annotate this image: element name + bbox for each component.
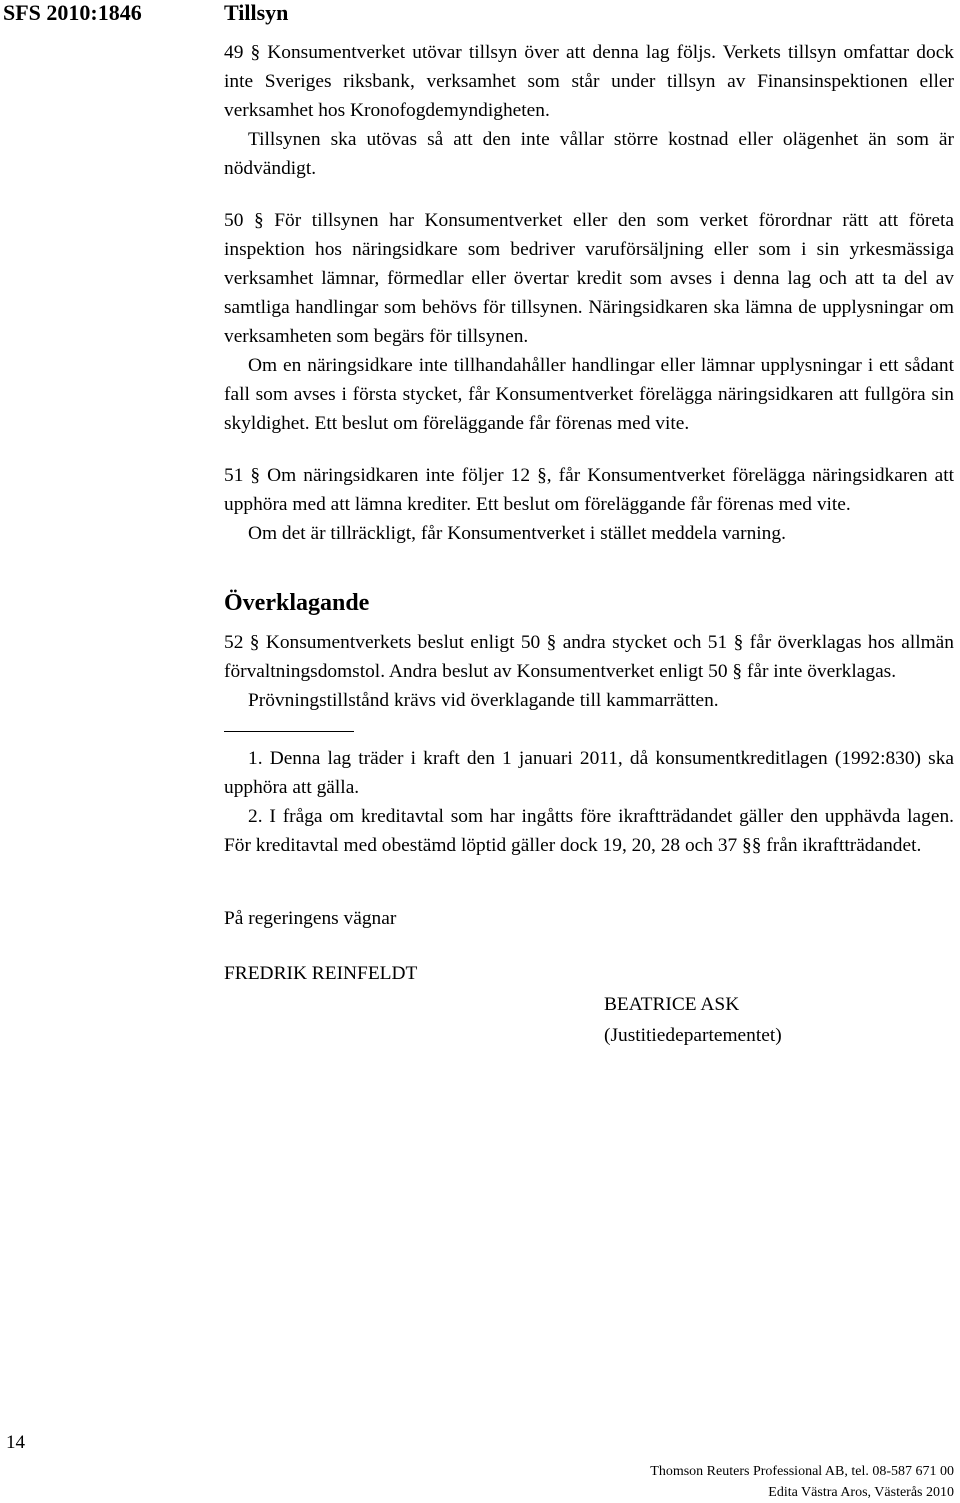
printer-line-2: Edita Västra Aros, Västerås 2010 — [768, 1485, 954, 1500]
page-number: 14 — [6, 1432, 25, 1453]
section-heading-tillsyn: Tillsyn — [224, 0, 289, 25]
paragraph-50: 50 § För tillsynen har Konsumentverket eller den som verket förordnar rätt att företa inspektion hos näringsidkare som bedriver varuförsäljning eller som i sin yrkesmässiga verksamhet lämnar, förmedlar eller övertar kredit som avses i denna lag och att ta del av samtliga handlingar som behövs för tillsynen. Näringsidkaren ska lämna de upplysningar om verksamheten som begärs för tillsynen. — [224, 210, 954, 347]
printer-line-1: Thomson Reuters Professional AB, tel. 08-587 671 00 — [650, 1464, 954, 1479]
document-body — [224, 38, 954, 1050]
paragraph-52-second: Prövningstillstånd krävs vid överklagande till kammarrätten. — [248, 690, 719, 711]
transitional-provision-2: 2. I fråga om kreditavtal som har ingåtts före ikraftträdandet gäller den upphävda lagen. För kreditavtal med obestämd löptid gäller dock 19, 20, 28 och 37 §§ från ikraftträdandet. — [224, 806, 954, 856]
sfs-number: SFS 2010:1846 — [3, 0, 142, 25]
paragraph-52: 52 § Konsumentverkets beslut enligt 50 § andra stycket och 51 § får överklagas hos allmän förvaltningsdomstol. Andra beslut av Konsumentverket enligt 50 § får inte överklagas. — [224, 632, 954, 682]
paragraph-49-second: Tillsynen ska utövas så att den inte vållar större kostnad eller olägenhet än som är nödvändigt. — [224, 129, 954, 179]
signature-minister: BEATRICE ASK — [604, 994, 740, 1015]
signature-department: (Justitiedepartementet) — [604, 1025, 782, 1046]
paragraph-51: 51 § Om näringsidkaren inte följer 12 §, får Konsumentverket förelägga näringsidkaren att upphöra med att lämna krediter. Ett beslut om föreläggande får förenas med vite. — [224, 465, 954, 515]
paragraph-51-second: Om det är tillräckligt, får Konsumentverket i stället meddela varning. — [248, 523, 786, 544]
signature-lead: På regeringens vägnar — [224, 908, 397, 929]
transitional-divider — [224, 731, 354, 732]
transitional-provision-1: 1. Denna lag träder i kraft den 1 januari 2011, då konsumentkreditlagen (1992:830) ska upphöra att gälla. — [224, 748, 954, 798]
printer-info — [650, 1461, 954, 1503]
signature-prime-minister: FREDRIK REINFELDT — [224, 963, 418, 984]
section-heading-overklagande: Överklagande — [224, 590, 370, 616]
paragraph-50-second: Om en näringsidkare inte tillhandahåller handlingar eller lämnar upplysningar i ett sådant fall som avses i första stycket, får Konsumentverket förelägga näringsidkaren att fullgöra sin skyldighet. Ett beslut om föreläggande får förenas med vite. — [224, 355, 954, 434]
paragraph-49: 49 § Konsumentverket utövar tillsyn över att denna lag följs. Verkets tillsyn omfattar dock inte Sveriges riksbank, verksamhet som står under tillsyn av Finansinspektionen eller verksamhet hos Kronofogdemyndigheten. — [224, 42, 954, 121]
